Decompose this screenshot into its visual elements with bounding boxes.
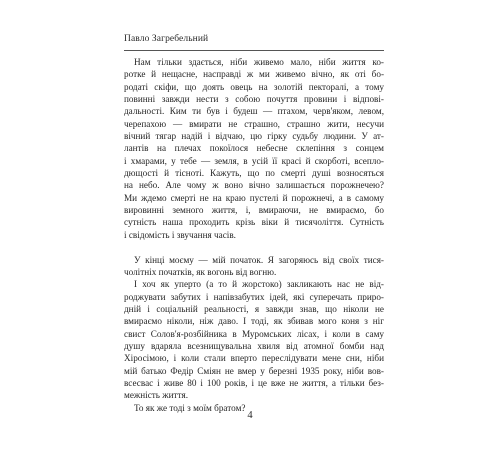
text-line: на небо. Але чому ж воно вічно залишається порожнечею? <box>124 180 384 191</box>
body-text <box>124 56 384 414</box>
header-rule <box>124 50 384 51</box>
text-line: межність життя. <box>124 390 188 401</box>
text-line: дющості й тісноті. Кажуть, що по смерті душі возносяться <box>124 168 384 179</box>
text-line: повинні завжди нести з собою почуття провини і відпові- <box>124 94 384 105</box>
text-line: ротке й нещасне, насправді ж ми живемо вічно, як оті бо- <box>124 69 384 80</box>
text-line: Ми ждемо смерті не на краю пустелі й порожнечі, а в самому <box>124 192 384 203</box>
text-line: роджувати забутих і напівзабутих ідей, які суперечать приро- <box>124 291 384 302</box>
text-line: Нам тільки здається, ніби живемо мало, ніби життя ко- <box>134 57 384 67</box>
text-line: і хмарами, у тебе — земля, в усій її красі й скорботі, всепло- <box>124 155 384 166</box>
text-line: То як же тоді з моїм братом? <box>134 402 246 413</box>
text-line: вічний тягар надій і відчаю, цю гірку судьбу людини. У ат- <box>124 131 384 142</box>
text-line: сутність наша проходить крізь віки й тисячоліття. Сутність <box>124 217 384 228</box>
paragraph <box>124 278 384 401</box>
paragraph <box>124 56 384 241</box>
text-line: І хоч як уперто (а то й жорстоко) закликають нас не від- <box>134 279 384 290</box>
text-line: мій батько Федір Сміян не вмер у березні 1935 року, ніби вов- <box>124 365 384 376</box>
running-head-author: Павло Загребельний <box>124 34 209 44</box>
text-line: вмираємо ніколи, ніж даво. І тоді, як збивав мого коня з ніг <box>124 316 384 327</box>
text-line: душу вдаряла всезнищувальна хвиля від атомної бомби над <box>124 340 384 351</box>
text-line: У кінці моєму — мій початок. Я загоряюсь від своїх тися- <box>134 254 384 265</box>
text-line: всесвас і живе 80 і 100 років, і це вже не життя, а тільки без- <box>124 377 384 388</box>
text-line: дальності. Ким ти був і будеш — птахом, черв'яком, левом, <box>124 106 384 117</box>
text-line: чолітніх початків, як вогонь від вогню. <box>124 266 277 277</box>
text-line: вировинні земного життя, і, вмираючи, не вмираємо, бо <box>124 205 384 216</box>
text-line: і свідомість і звучання часів. <box>124 229 236 240</box>
text-line: Хіросімою, і коли стали вперто переслідувати мене сни, ніби <box>124 353 384 364</box>
paragraph-gap <box>124 241 384 253</box>
page-number: 4 <box>247 410 253 421</box>
text-line: лантів на плечах покоїлося небесне склепіння з сонцем <box>124 143 384 154</box>
paragraph <box>124 254 384 279</box>
text-line: черепахою — вмирати не страшно, страшно жити, несучи <box>124 118 384 129</box>
text-line: дній і соціальній реальності, я завжди знав, що ніколи не <box>124 303 384 314</box>
text-line: родаті скіфи, що доять овець на золотій пекторалі, а тому <box>124 81 384 92</box>
text-line: свист Солов'я-розбійника в Муромських лісах, і коли в саму <box>124 328 384 339</box>
